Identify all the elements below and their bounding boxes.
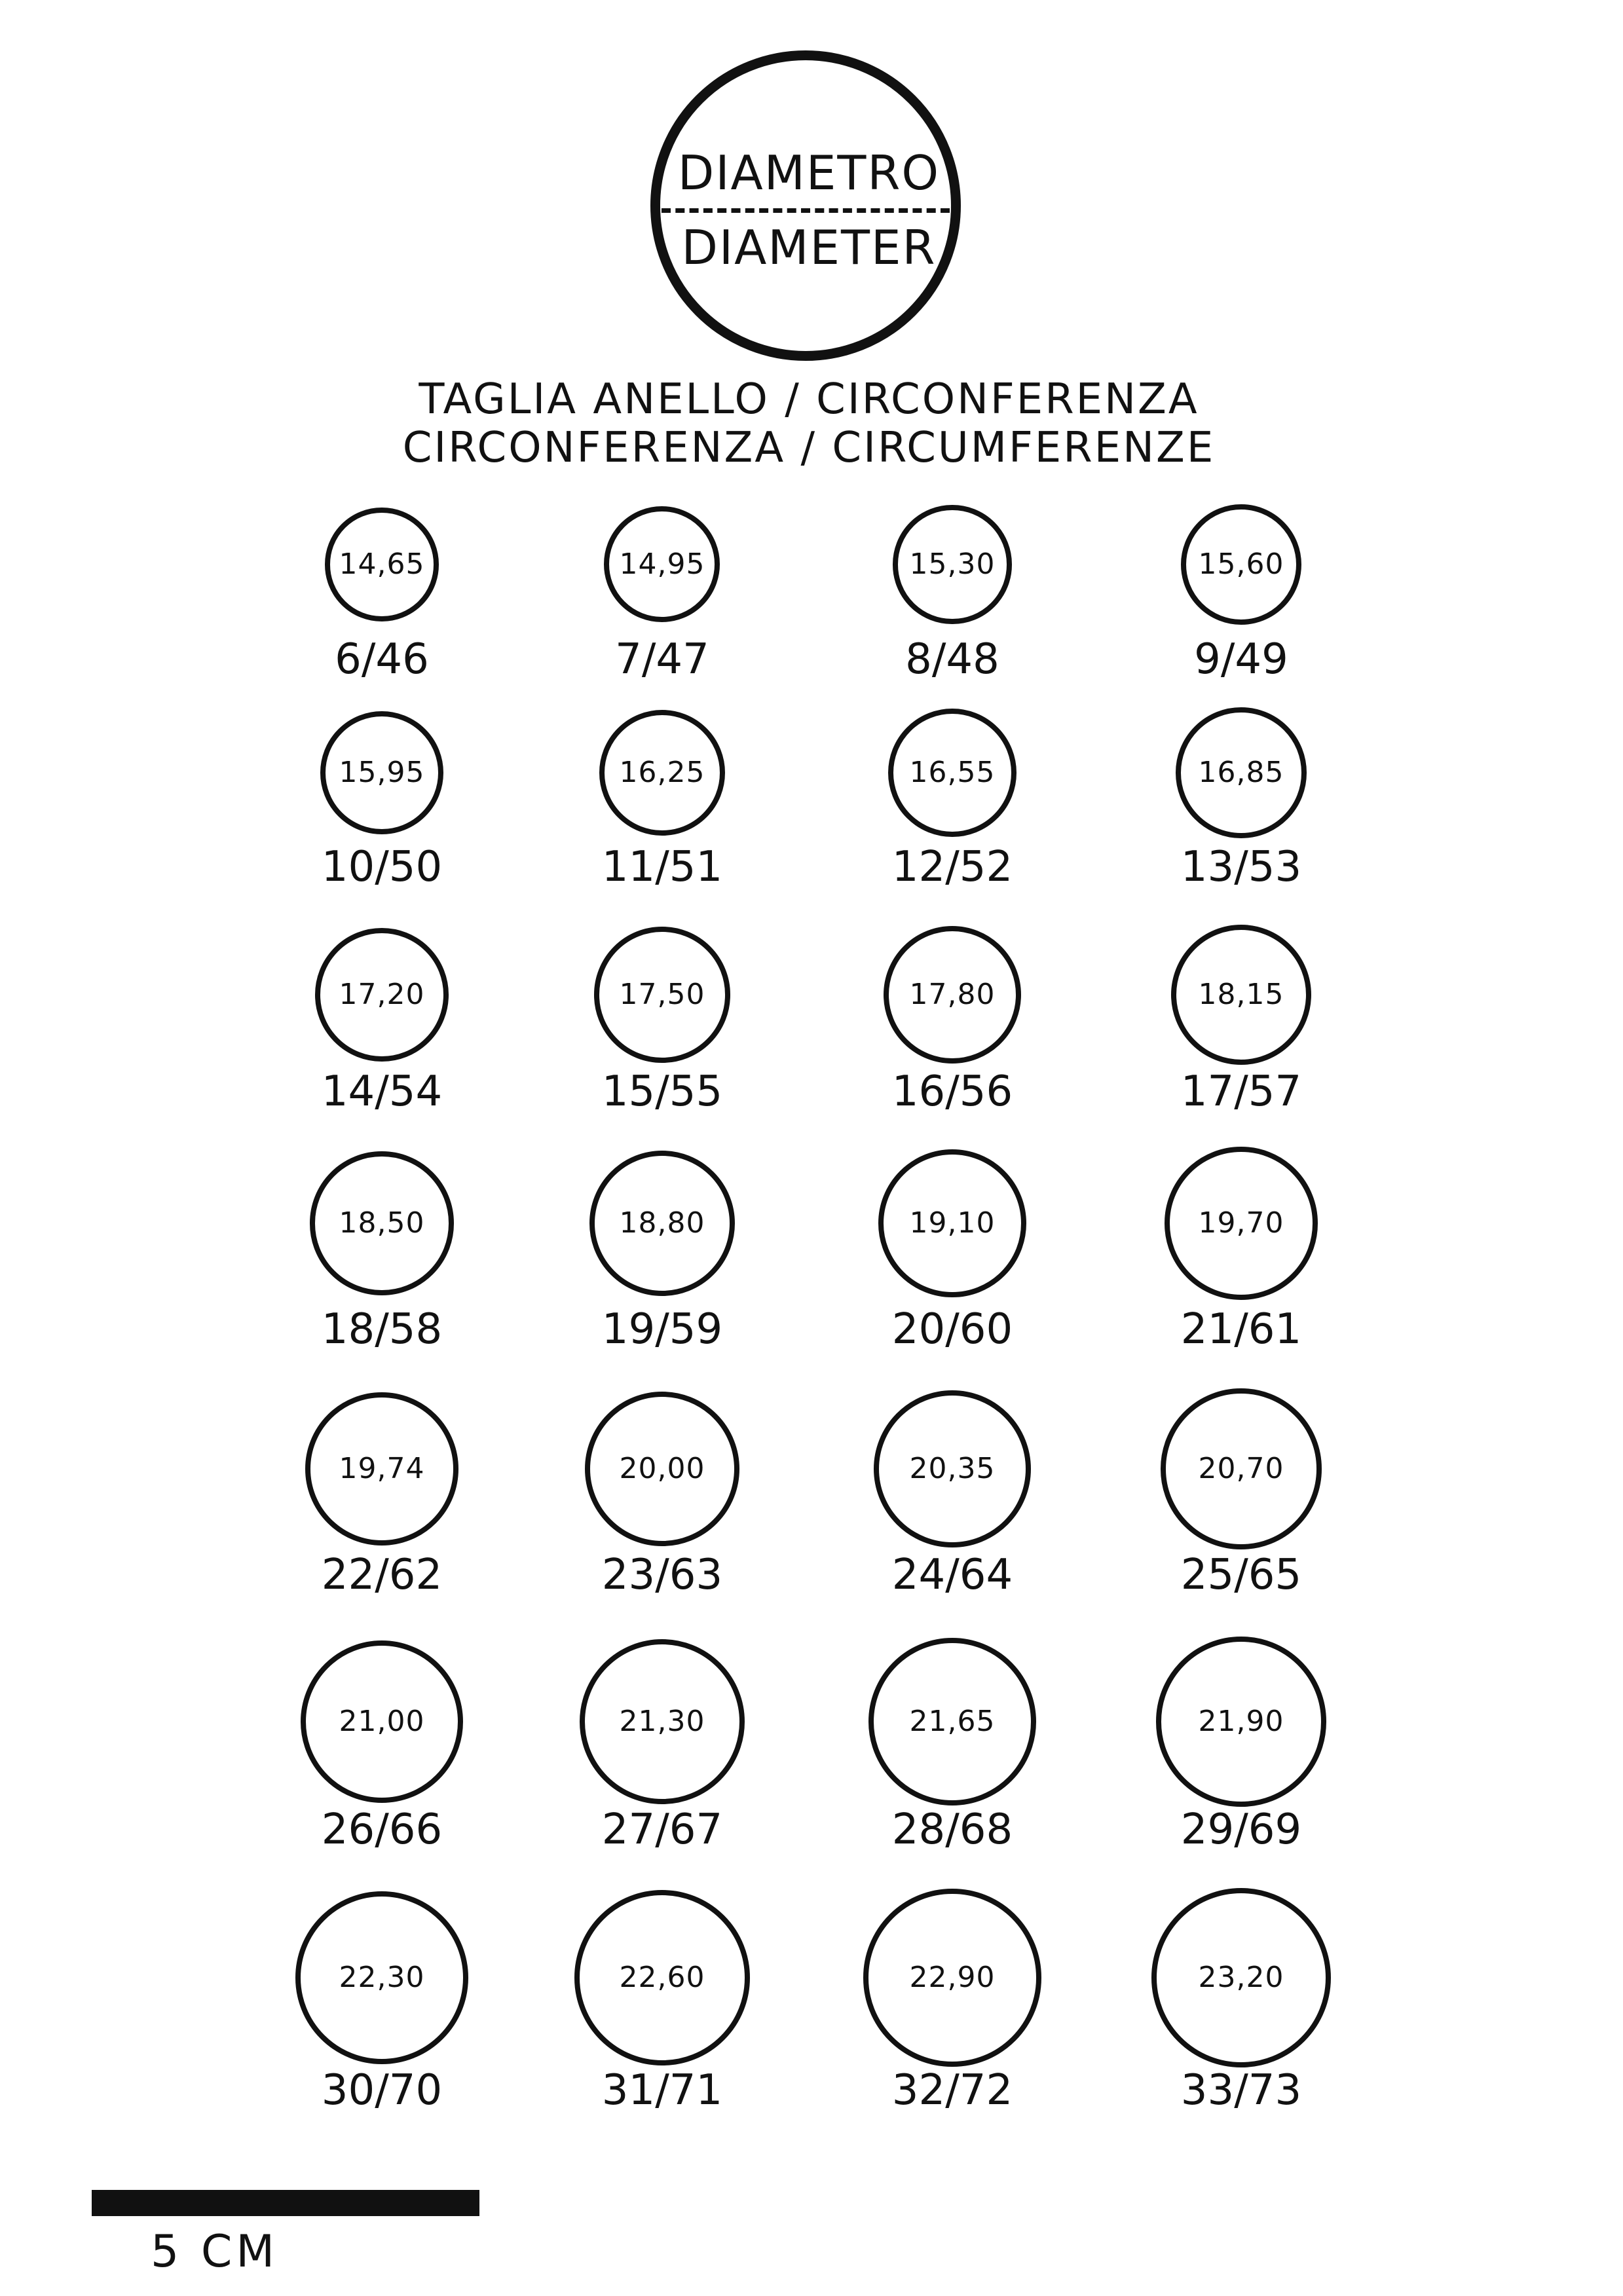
ring-circle (301, 1640, 464, 1804)
ring-diameter-label: 17,80 (909, 977, 996, 1011)
ring-circle (305, 1392, 458, 1546)
ring-size-label: 14/54 (321, 1067, 443, 1116)
ring-size-label: 15/55 (601, 1067, 723, 1116)
ring-circle (320, 711, 444, 835)
ring-size-label: 33/73 (1180, 2066, 1302, 2115)
ring-diameter-label: 14,65 (339, 547, 425, 581)
ring-circle (325, 508, 438, 621)
header-diameter-english: DIAMETER (681, 220, 937, 275)
subtitle-line-2: CIRCONFERENZA / CIRCUMFERENZE (402, 424, 1216, 472)
ring-diameter-label: 19,70 (1198, 1206, 1284, 1240)
ring-size-label: 21/61 (1180, 1305, 1302, 1354)
ring-diameter-label: 15,60 (1198, 547, 1284, 581)
ring-size-label: 11/51 (601, 843, 723, 891)
ring-diameter-label: 17,20 (339, 977, 425, 1011)
ring-circle (315, 928, 449, 1062)
ring-diameter-label: 21,65 (909, 1704, 996, 1738)
scale-bar (92, 2190, 479, 2216)
ring-circle (1161, 1388, 1321, 1549)
ring-size-label: 7/47 (615, 635, 709, 684)
ring-size-label: 24/64 (891, 1551, 1013, 1599)
ring-size-label: 10/50 (321, 843, 443, 891)
ring-circle (863, 1889, 1041, 2066)
ring-circle (310, 1151, 453, 1295)
ring-size-label: 19/59 (601, 1305, 723, 1354)
ring-circle (585, 1392, 740, 1547)
ring-circle (868, 1638, 1036, 1805)
ring-size-label: 13/53 (1180, 843, 1302, 891)
ring-diameter-label: 18,50 (339, 1206, 425, 1240)
ring-diameter-label: 22,90 (909, 1960, 996, 1994)
ring-circle (589, 1151, 736, 1297)
ring-diameter-label: 18,15 (1198, 977, 1284, 1011)
ring-diameter-label: 20,00 (619, 1451, 705, 1485)
ring-diameter-label: 21,00 (339, 1704, 425, 1738)
ring-size-label: 18/58 (321, 1305, 443, 1354)
ring-circle (594, 927, 730, 1062)
ring-size-label: 6/46 (335, 635, 429, 684)
ring-circle (580, 1639, 745, 1804)
ring-diameter-label: 21,30 (619, 1704, 705, 1738)
ring-circle (1156, 1637, 1326, 1806)
ring-size-label: 17/57 (1180, 1067, 1302, 1116)
ring-size-label: 20/60 (891, 1305, 1013, 1354)
ring-size-label: 22/62 (321, 1551, 443, 1599)
ring-circle (599, 710, 725, 836)
ring-size-label: 29/69 (1180, 1805, 1302, 1854)
ring-diameter-label: 16,85 (1198, 755, 1284, 789)
ring-diameter-label: 14,95 (619, 547, 705, 581)
ring-diameter-label: 15,30 (909, 547, 996, 581)
ring-circle (1181, 504, 1302, 625)
ring-size-label: 16/56 (891, 1067, 1013, 1116)
ring-size-label: 23/63 (601, 1551, 723, 1599)
ring-circle (884, 926, 1022, 1064)
ring-size-label: 8/48 (905, 635, 999, 684)
ring-diameter-label: 19,74 (339, 1451, 425, 1485)
ring-circle (1151, 1888, 1332, 2068)
ring-size-label: 27/67 (601, 1805, 723, 1854)
ring-circle (888, 709, 1017, 837)
scale-label: 5 CM (151, 2226, 279, 2278)
ring-size-label: 28/68 (891, 1805, 1013, 1854)
ring-circle (295, 1891, 468, 2064)
ring-size-label: 9/49 (1194, 635, 1288, 684)
ring-diameter-label: 18,80 (619, 1206, 705, 1240)
ring-diameter-label: 23,20 (1198, 1960, 1284, 1994)
ring-circle (1165, 1147, 1317, 1299)
ring-size-label: 32/72 (891, 2066, 1013, 2115)
ring-diameter-label: 16,25 (619, 755, 705, 789)
ring-circle (893, 505, 1011, 623)
ring-diameter-label: 15,95 (339, 755, 425, 789)
ring-diameter-label: 22,30 (339, 1960, 425, 1994)
ring-diameter-label: 20,35 (909, 1451, 996, 1485)
subtitle-line-1: TAGLIA ANELLO / CIRCONFERENZA (419, 375, 1199, 424)
ring-diameter-label: 17,50 (619, 977, 705, 1011)
ring-size-label: 31/71 (601, 2066, 723, 2115)
ring-size-label: 25/65 (1180, 1551, 1302, 1599)
ring-diameter-label: 16,55 (909, 755, 996, 789)
ring-diameter-label: 21,90 (1198, 1704, 1284, 1738)
ring-circle (604, 506, 720, 622)
ring-circle (1171, 925, 1312, 1065)
ring-circle (878, 1149, 1026, 1297)
ring-size-label: 12/52 (891, 843, 1013, 891)
ring-diameter-label: 22,60 (619, 1960, 705, 1994)
ring-circle (874, 1390, 1032, 1548)
header-diameter-italian: DIAMETRO (677, 145, 941, 200)
ring-diameter-label: 20,70 (1198, 1451, 1284, 1485)
ring-diameter-label: 19,10 (909, 1206, 996, 1240)
ring-circle (574, 1890, 750, 2065)
ring-circle (1176, 707, 1307, 838)
ring-size-label: 26/66 (321, 1805, 443, 1854)
ring-size-label: 30/70 (321, 2066, 443, 2115)
